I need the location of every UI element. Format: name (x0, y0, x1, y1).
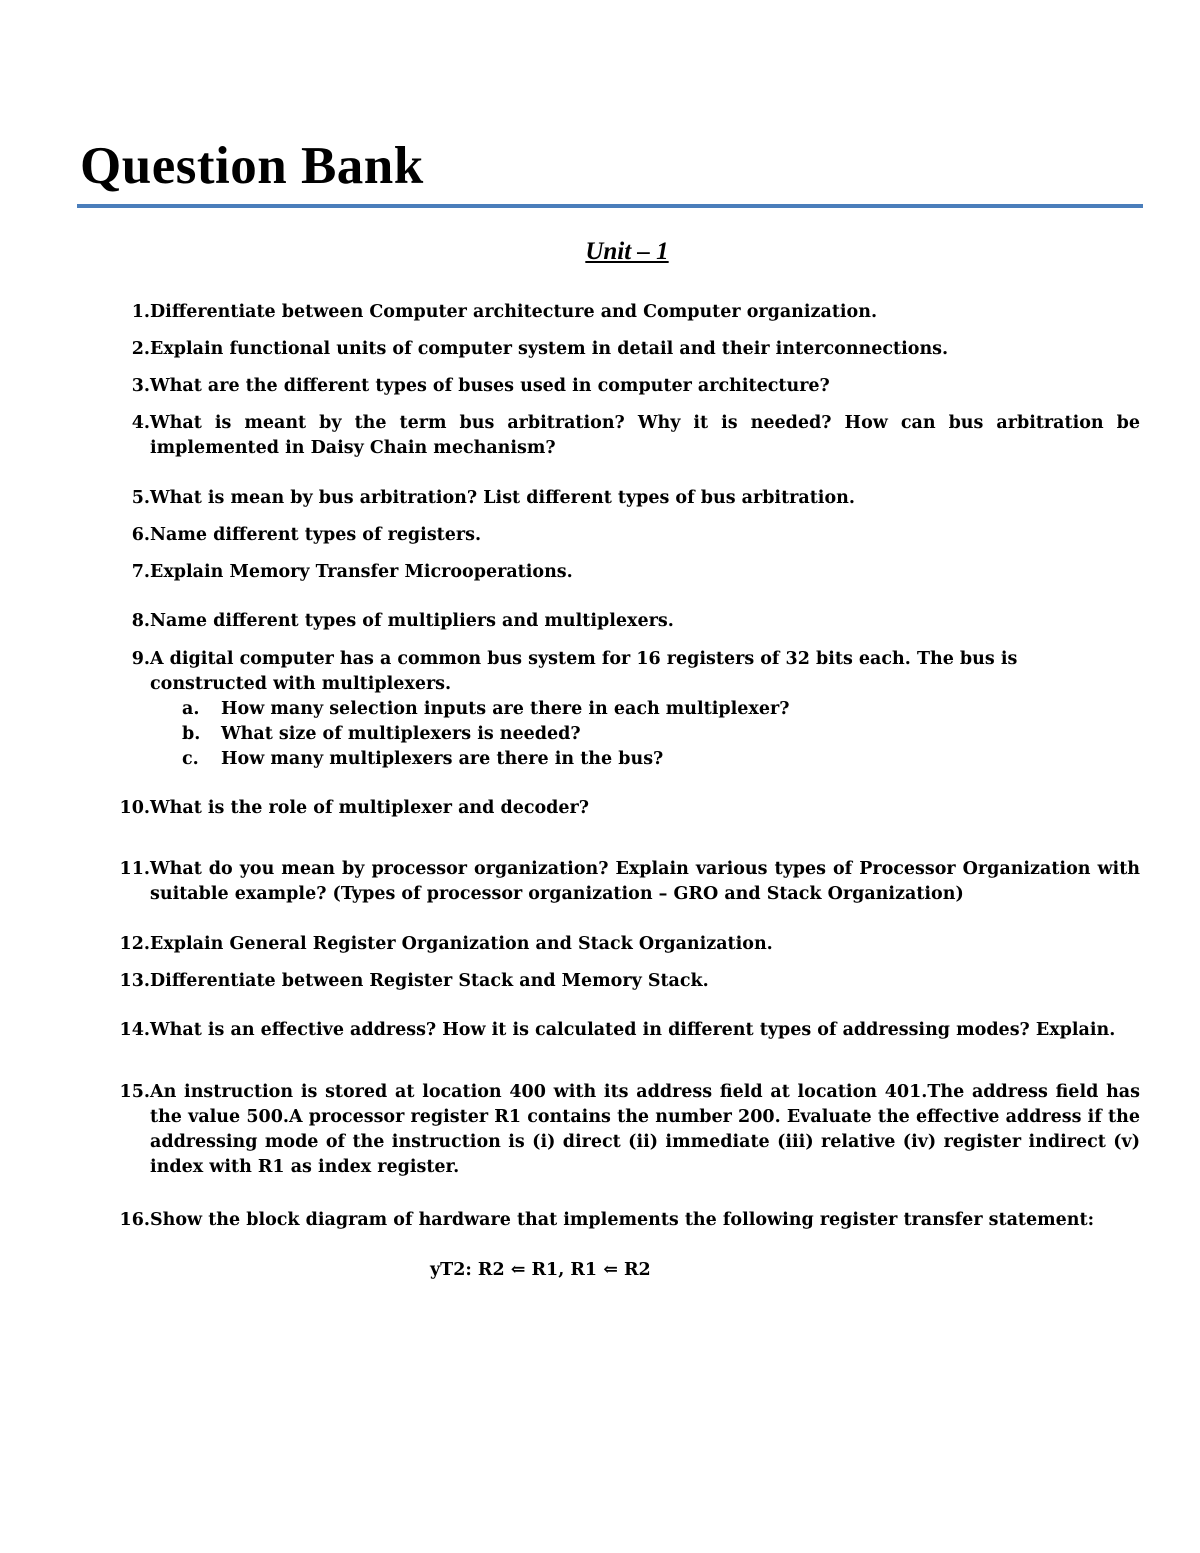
question-text: Name different types of multipliers and multiplexers. (150, 611, 674, 631)
question-text: What is an effective address? How it is calculated in different types of addressing modes? Explain. (150, 1020, 1116, 1040)
question-number: 7. (131, 562, 150, 582)
question-item (110, 609, 1140, 634)
question-text: What do you mean by processor organization? Explain various types of Processor Organization with suitable example? (Types of processor organization – GRO and Stack Organization) (150, 859, 1140, 904)
question-number: 12. (119, 934, 150, 954)
title-divider (77, 204, 1143, 208)
question-number: 2. (131, 339, 150, 359)
question-text: Differentiate between Computer architecture and Computer organization. (150, 302, 878, 322)
question-item (110, 523, 1140, 548)
question-text: Differentiate between Register Stack and Memory Stack. (150, 971, 709, 991)
question-number: 4. (131, 413, 150, 433)
question-item (110, 337, 1140, 362)
sub-question (110, 697, 1140, 722)
page-title: Question Bank (80, 137, 424, 195)
question-item (110, 560, 1140, 585)
question-item (110, 932, 1140, 957)
sub-question (110, 747, 1140, 772)
question-number: 10. (119, 798, 150, 818)
question-number: 3. (131, 376, 150, 396)
question-number: 5. (131, 488, 150, 508)
question-number: 9. (131, 649, 150, 669)
question-number: 8. (131, 611, 150, 631)
question-number: 1. (131, 302, 150, 322)
question-number: 6. (131, 525, 150, 545)
question-item (110, 857, 1140, 907)
question-number: 13. (119, 971, 150, 991)
sub-question (110, 722, 1140, 747)
sub-question-letter: c. (182, 749, 199, 769)
question-item (110, 647, 1140, 772)
question-item (110, 1018, 1140, 1043)
question-item (110, 796, 1140, 821)
question-text: A digital computer has a common bus system for 16 registers of 32 bits each. The bus is constructed with multiplexers. (150, 649, 1018, 694)
question-text: An instruction is stored at location 400 with its address field at location 401.The address field has the value 500.A processor register R1 contains the number 200. Evaluate the effective address if the addressing mode of the instruction is (i) direct (ii) immediate (iii) relative (iv) register indirect (v) index with R1 as index register. (150, 1082, 1140, 1177)
sub-question-letter: b. (182, 724, 201, 744)
question-item (110, 1080, 1140, 1180)
sub-question-text: How many selection inputs are there in each multiplexer? (221, 699, 790, 719)
question-text: Show the block diagram of hardware that implements the following register transfer statement: (150, 1210, 1095, 1230)
question-text: What is mean by bus arbitration? List different types of bus arbitration. (150, 488, 855, 508)
question-text: What is the role of multiplexer and decoder? (150, 798, 590, 818)
question-number: 14. (119, 1020, 150, 1040)
sub-question-text: How many multiplexers are there in the bus? (221, 749, 664, 769)
question-number: 11. (119, 859, 150, 879)
sub-question-letter: a. (182, 699, 200, 719)
question-text: Explain Memory Transfer Microoperations. (150, 562, 573, 582)
question-text: What is meant by the term bus arbitration? Why it is needed? How can bus arbitration be implemented in Daisy Chain mechanism? (150, 413, 1140, 458)
question-text: Explain General Register Organization and Stack Organization. (150, 934, 773, 954)
question-item (110, 300, 1140, 325)
question-text: What are the different types of buses used in computer architecture? (150, 376, 830, 396)
question-item (110, 486, 1140, 511)
question-text: Explain functional units of computer system in detail and their interconnections. (150, 339, 949, 359)
question-item (110, 374, 1140, 399)
question-text: Name different types of registers. (150, 525, 482, 545)
question-number: 16. (119, 1210, 150, 1230)
question-item (110, 969, 1140, 994)
register-transfer-statement: yT2: R2 ⇐ R1, R1 ⇐ R2 (430, 1260, 651, 1280)
question-item (110, 411, 1140, 461)
question-item (110, 1208, 1140, 1233)
unit-heading: Unit – 1 (585, 238, 669, 265)
sub-question-text: What size of multiplexers is needed? (221, 724, 581, 744)
question-number: 15. (119, 1082, 150, 1102)
